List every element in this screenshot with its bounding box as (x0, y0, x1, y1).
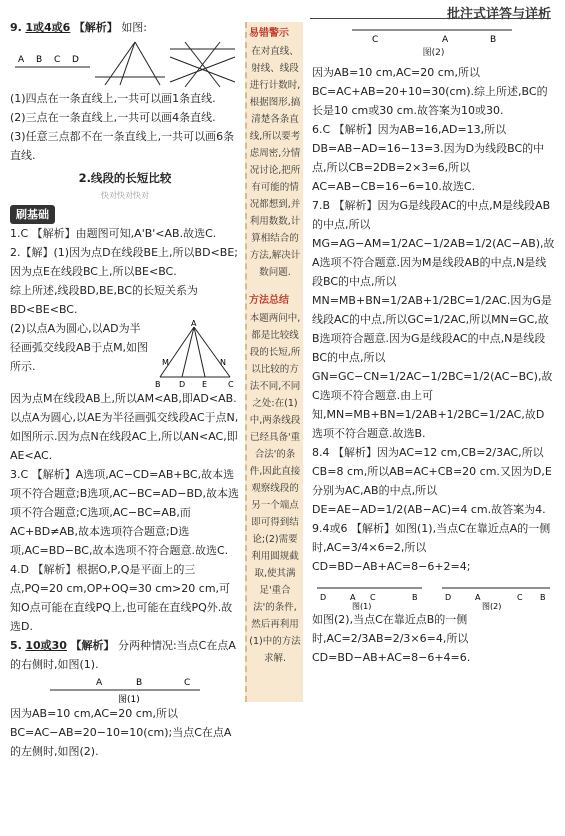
q2-fig-row (10, 319, 240, 389)
banner-row (10, 205, 240, 224)
q5-text-2: 因为AB=10 cm,AC=20 cm,所以BC=AC−AB=20−10=10(cm);当点C在点A的左侧时,如图(2). (10, 707, 232, 758)
side-title-2: 方法总结 (249, 295, 289, 306)
q9-line (10, 18, 240, 37)
q9r-fig1-c: C (370, 593, 376, 602)
side-title-1: 易错警示 (249, 28, 289, 39)
q5-tag: 【解析】 (70, 639, 115, 652)
header-title: 批注式详答与详析 (446, 7, 551, 22)
q9-figure (10, 37, 240, 89)
q2-label-b: B (155, 380, 161, 389)
q5-fig2-caption: 图(2) (422, 48, 445, 58)
q9-label-d: D (72, 55, 79, 65)
q1-text: 1.C 【解析】由题图可知,A'B'<AB.故选C. (10, 227, 217, 240)
q9-tag: 【解析】 (73, 21, 118, 34)
q5-number: 5. (10, 639, 22, 652)
q9-label-b: B (36, 55, 43, 65)
q9-tri-l2 (135, 42, 160, 85)
q2-ad (182, 327, 194, 377)
q9r-fig2-b: B (540, 593, 546, 602)
q9-case-2: (2)三点在一条直线上,一共可以画4条直线. (10, 111, 216, 124)
q5-fig2-c: C (372, 35, 379, 44)
q7-text: 7.B 【解析】因为G是线段AC的中点,M是线段AB的中点,所以MG=AG−AM=1/2AC−1/2AB=1/2(AC−AB),故A选项不符合题意.因为M是线段AB的中点,N是线段BC的中点,所以MN=MB+BN=1/2AB+1/2BC=1/2AC.因为G是线段AC的中点,所以GC=1/2AC,所以MN=GC,故B选项符合题意.因为G是线段AC的中点,N是线段BC的中点,所以GN=GC−CN=1/2AC−1/2BC=1/2(AC−BC),故C选项不符合题意.由上可知,MN=MB+BN=1/2AB+1/2BC=1/2AC,故D选项不符合题意.故选B. (312, 199, 555, 440)
section-note: 快对快对快对 (101, 191, 149, 200)
q5-answer: 10或30 (25, 639, 67, 652)
q4-text: 4.D 【解析】根据O,P,Q是平面上的三点,PQ=20 cm,OP+OQ=30 cm>20 cm,可知O点可能在直线PQ上,也可能在直线PQ外.故选D. (10, 563, 233, 633)
q9r-fig2-c: C (517, 593, 523, 602)
q5-figure-1 (10, 674, 240, 704)
q6-text: 6.C 【解析】因为AB=16,AD=13,所以DB=AB−AD=16−13=3.因为D为线段BC的中点,所以CB=2DB=2×3=6,所以AC=AB−CB=16−6=10.故选C. (312, 123, 545, 193)
q5-fig1-caption: 图(1) (118, 695, 140, 704)
q5-fig2-b: B (490, 35, 497, 44)
q2-text-1: 2.【解】(1)因为点D在线段BE上,所以BD<BE;因为点E在线段BC上,所以BE<BC. (10, 246, 238, 278)
q5-figure-2 (312, 18, 555, 44)
q2-label-c: C (228, 380, 234, 389)
q2-text-5: 以点A为圆心,以AE为半径画弧交线段AC于点N,如图所示.因为点N在线段AC上,所以AN<AC,即AE<AC. (10, 411, 239, 462)
page-header (0, 0, 565, 20)
q9r-fig1-b: B (412, 593, 418, 602)
q9r-fig1-d: D (320, 593, 327, 602)
q9r-fig2-caption: 图(2) (482, 602, 502, 610)
q5-text: 分两种情况:当点C在点A的右侧时,如图(1). (10, 639, 236, 671)
q5-fig1-c: C (184, 678, 191, 688)
q5-cont: 因为AB=10 cm,AC=20 cm,所以BC=AC+AB=20+10=30(cm).综上所述,BC的长是10 cm或30 cm.故答案为10或30. (312, 66, 548, 117)
q3-text: 3.C 【解析】A选项,AC−CD=AB+BC,故本选项不符合题意;B选项,AC−BC=AD−BD,故本选项不符合题意;C选项,AC−BC=AB,而AC+BD≠AB,故本选项符合题意;D选项,AC=BD−BC,故本选项不符合题意.故选C. (10, 468, 239, 557)
q9r-fig1-caption: 图(1) (352, 602, 372, 610)
q2-label-d: D (179, 380, 186, 389)
q2-ab (160, 327, 194, 377)
q2-text-2: 综上所述,线段BD,BE,BC的长短关系为BD<BE<BC. (10, 284, 199, 316)
q9-number: 9. (10, 21, 22, 34)
q9-label-c: C (54, 55, 61, 65)
q2-label-e: E (202, 380, 208, 389)
q9-case-1: (1)四点在一条直线上,一共可以画1条直线. (10, 92, 216, 105)
q5-fig1-b: B (136, 678, 143, 688)
q9-tri-l1 (105, 42, 135, 85)
q5-fig2-a: A (442, 35, 449, 44)
banner: 刷基础 (10, 205, 55, 224)
q5-fig1-a: A (96, 678, 103, 688)
q2-label-a: A (191, 319, 197, 328)
q2-figure (150, 319, 238, 389)
side-notes (245, 22, 303, 702)
q9-figures (312, 576, 555, 610)
section-title: 2.线段的长短比较 (78, 171, 172, 185)
q9-case-3: (3)任意三点都不在一条直线上,一共可以画6条直线. (10, 130, 235, 162)
right-column (312, 18, 555, 667)
q9r-fig1-a: A (350, 593, 356, 602)
q9-tri-l3 (120, 42, 135, 85)
q2-label-n: N (220, 358, 226, 367)
q9-right-cont: 如图(2),当点C在靠近点B的一侧时,AC=2/3AB=2/3×6=4,所以CD=BD−AB+AC=8−6+4=6. (312, 613, 471, 664)
q9r-fig2-a: A (475, 593, 481, 602)
side-text-2: 本题两问中,都是比较线段的长短,所以比较的方法不同,不同之处:在(1)中,两条线段已经具备'重合法'的条件,因此直接观察线段的另一个端点即可得到结论;(2)需要利用圆规截取,使其满足'重合法'的条件,然后再利用(1)中的方法求解. (249, 313, 301, 664)
q5-line (10, 636, 240, 674)
q2-text-3: (2)以点A为圆心,以AD为半径画弧交线段AB于点M,如图所示. (10, 322, 149, 373)
side-text-1: 在对直线、射线、线段进行计数时,根据图形,搞清楚各条直线,所以要考虑周密,分情况讨论,把所有可能的情况都想到,并利用数数,计算相结合的方法,解决计数问题. (249, 46, 301, 278)
q8-text: 8.4 【解析】因为AC=12 cm,CB=2/3AC,所以CB=8 cm,所以AB=AC+CB=20 cm.又因为D,E分别为AC,AB的中点,所以DE=AE−AD=1/2(AB−AC)=4 cm.故答案为4. (312, 446, 552, 516)
left-column (10, 18, 240, 761)
q9-answer: 1或4或6 (25, 21, 71, 34)
q2-text-4: 因为点M在线段AB上,所以AM<AB,即AD<AB. (10, 392, 237, 405)
q2-label-m: M (162, 358, 169, 367)
q9-lead: 如图: (121, 21, 148, 34)
q9r-fig2-d: D (445, 593, 452, 602)
q9-right-text: 9.4或6 【解析】如图(1),当点C在靠近点A的一侧时,AC=3/4×6=2,所以CD=BD−AB+AC=8−6+2=4; (312, 522, 551, 573)
q9-label-a: A (18, 55, 25, 65)
